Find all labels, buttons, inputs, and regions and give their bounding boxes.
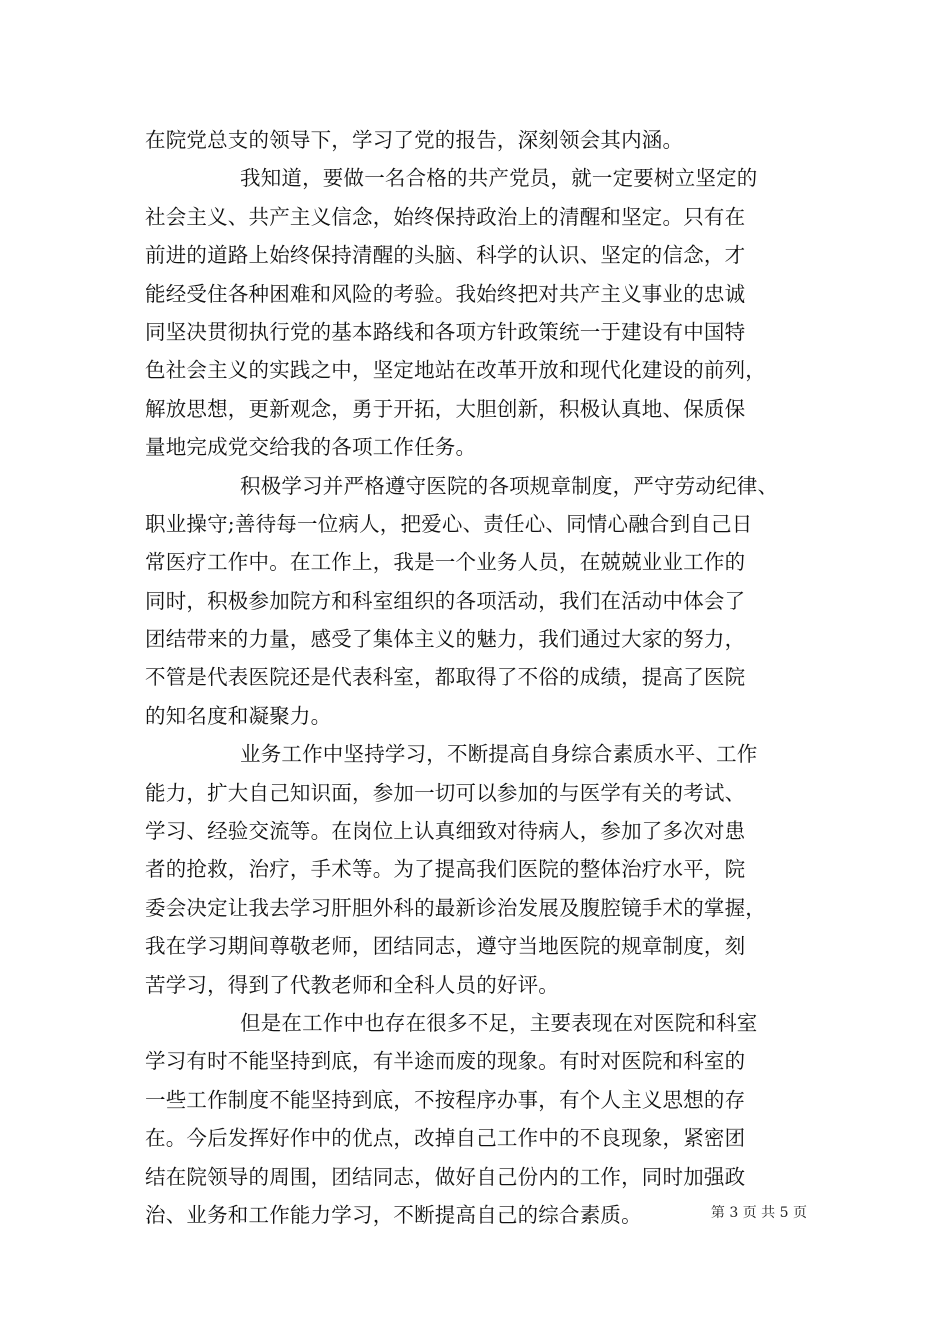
- page-number-footer: 第 3 页 共 5 页: [710, 1205, 807, 1221]
- text-line: 同坚决贯彻执行党的基本路线和各项方针政策统一于建设有中国特: [145, 319, 746, 344]
- text-line: 能力，扩大自己知识面，参加一切可以参加的与医学有关的考试、: [145, 780, 746, 805]
- text-line: 学习、经验交流等。在岗位上认真细致对待病人，参加了多次对患: [145, 819, 746, 844]
- text-line: 色社会主义的实践之中，坚定地站在改革开放和现代化建设的前列，: [145, 358, 766, 383]
- text-line: 苦学习，得到了代教老师和全科人员的好评。: [145, 972, 559, 997]
- text-line: 治、业务和工作能力学习，不断提高自己的综合素质。: [145, 1202, 642, 1227]
- text-line: 能经受住各种困难和风险的考验。我始终把对共产主义事业的忠诚: [145, 281, 746, 306]
- text-line: 团结带来的力量，感受了集体主义的魅力，我们通过大家的努力，: [145, 627, 746, 652]
- text-line: 不管是代表医院还是代表科室，都取得了不俗的成绩，提高了医院: [145, 665, 746, 690]
- text-line: 职业操守;善待每一位病人，把爱心、责任心、同情心融合到自己日: [145, 511, 753, 536]
- text-line: 结在院领导的周围，团结同志，做好自己份内的工作，同时加强政: [145, 1164, 746, 1189]
- text-line: 我在学习期间尊敬老师，团结同志，遵守当地医院的规章制度，刻: [145, 934, 746, 959]
- text-line: 一些工作制度不能坚持到底，不按程序办事，有个人主义思想的存: [145, 1087, 746, 1112]
- text-line: 委会决定让我去学习肝胆外科的最新诊治发展及腹腔镜手术的掌握，: [145, 895, 766, 920]
- paragraph-first-line: 业务工作中坚持学习，不断提高自身综合素质水平、工作: [240, 742, 758, 767]
- text-line: 学习有时不能坚持到底，有半途而废的现象。有时对医院和科室的: [145, 1049, 746, 1074]
- paragraph-first-line: 积极学习并严格遵守医院的各项规章制度，严守劳动纪律、: [240, 473, 779, 498]
- paragraph-first-line: 我知道，要做一名合格的共产党员，就一定要树立坚定的: [240, 166, 758, 191]
- text-line: 解放思想，更新观念，勇于开拓，大胆创新，积极认真地、保质保: [145, 396, 746, 421]
- text-line: 在。今后发挥好作中的优点，改掉自己工作中的不良现象，紧密团: [145, 1126, 746, 1151]
- text-line: 在院党总支的领导下，学习了党的报告，深刻领会其内涵。: [145, 128, 684, 152]
- text-line: 常医疗工作中。在工作上，我是一个业务人员，在兢兢业业工作的: [145, 550, 746, 575]
- text-line: 前进的道路上始终保持清醒的头脑、科学的认识、坚定的信念，才: [145, 243, 746, 268]
- text-line: 者的抢救，治疗，手术等。为了提高我们医院的整体治疗水平，院: [145, 857, 746, 882]
- text-line: 的知名度和凝聚力。: [145, 703, 332, 728]
- text-line: 量地完成党交给我的各项工作任务。: [145, 435, 477, 460]
- paragraph-first-line: 但是在工作中也存在很多不足，主要表现在对医院和科室: [240, 1010, 758, 1035]
- text-line: 社会主义、共产主义信念，始终保持政治上的清醒和坚定。只有在: [145, 204, 746, 229]
- document-body: [145, 121, 825, 1234]
- text-line: 同时，积极参加院方和科室组织的各项活动，我们在活动中体会了: [145, 588, 746, 613]
